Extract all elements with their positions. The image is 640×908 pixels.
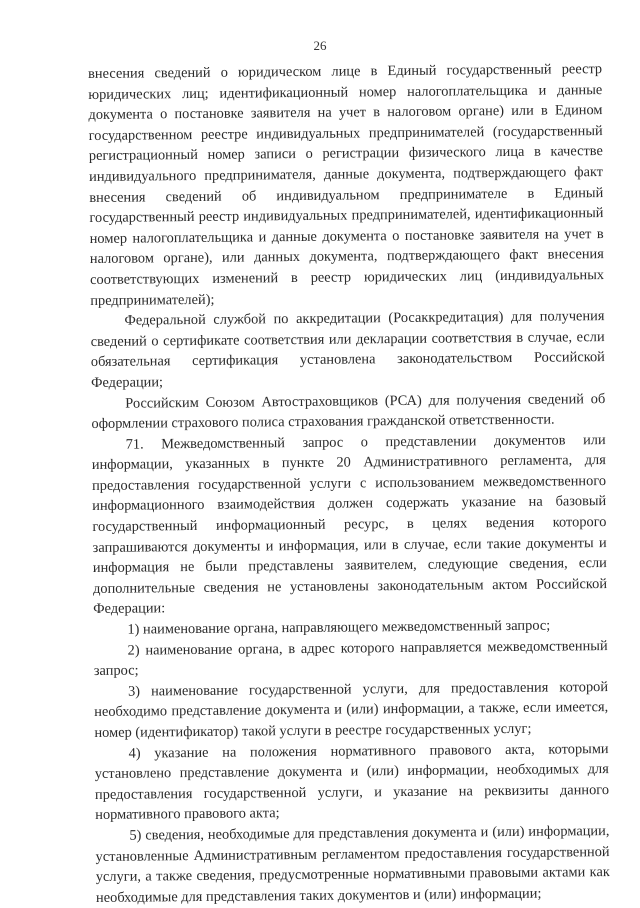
- paragraph-rosaccreditation: Федеральной службой по аккредитации (Росаккредитация) для получения сведений о сертификате соответствия или декларации соответствия в случае, если обязательная сертификация установлена законодательством Российской Федерации;: [90, 308, 605, 391]
- paragraph-rsa: Российским Союзом Автостраховщиков (РСА) для получения сведений об оформлении страхового полиса страхования гражданской ответственности.: [91, 390, 606, 433]
- list-item-4: 4) указание на положения нормативного правового акта, которыми установлено представление документа и (или) информации, необходимых для предоставления государственной услуги, и указание на реквизиты данного нормативного правового акта;: [94, 740, 610, 824]
- list-item-1: 1) наименование органа, направляющего межведомственный запрос;: [127, 617, 551, 638]
- document-body: [88, 59, 610, 908]
- paragraph-item-71: 71. Межведомственный запрос о представлении документов или информации, указанных в пункте 20 Административного регламента, для предоставления государственной услуги с использованием межведомственного информационного взаимодействия должен содержать указание на базовый государственный информационный ресурс, в целях ведения которого запрашиваются документы и информация, или в случае, если такие документы и информация не были представлены заявителем, следующие сведения, если дополнительные сведения не установлены законодательным актом Российской Федерации:: [91, 431, 608, 618]
- list-item-2: 2) наименование органа, в адрес которого направляется межведомственный запрос;: [93, 637, 608, 680]
- paragraph-egrul-continuation: внесения сведений о юридическом лице в Единый государственный реестр юридических лиц; идентификационный номер налогоплательщика и данные документа о постановке заявителя на учет в налоговом органе) или в Едином государственном реестре индивидуальных предпринимателей (государственный регистрационный номер записи о регистрации физического лица в качестве индивидуального предпринимателя, данные документа, подтверждающего факт внесения сведений об индивидуальном предпринимателе в Единый государственный реестр индивидуальных предпринимателей, идентификационный номер налогоплательщика и данные документа о постановке заявителя на учет в налоговом органе), или данных документа, подтверждающего факт внесения соответствующих изменений в реестр юридических лиц (индивидуальных предпринимателей);: [88, 61, 605, 309]
- list-item-3: 3) наименование государственной услуги, для предоставления которой необходимо представление документа и (или) информации, а также, если имеется, номер (идентификатор) такой услуги в реестре государственных услуг;: [94, 678, 609, 741]
- page-number: 26: [313, 38, 327, 53]
- list-item-5: 5) сведения, необходимые для представления документа и (или) информации, установленные Административным регламентом предоставления государственной услуги, а также сведения, предусмотренные нормативными правовыми актами как необходимые для представления таких документов и (или) информации;: [95, 822, 610, 906]
